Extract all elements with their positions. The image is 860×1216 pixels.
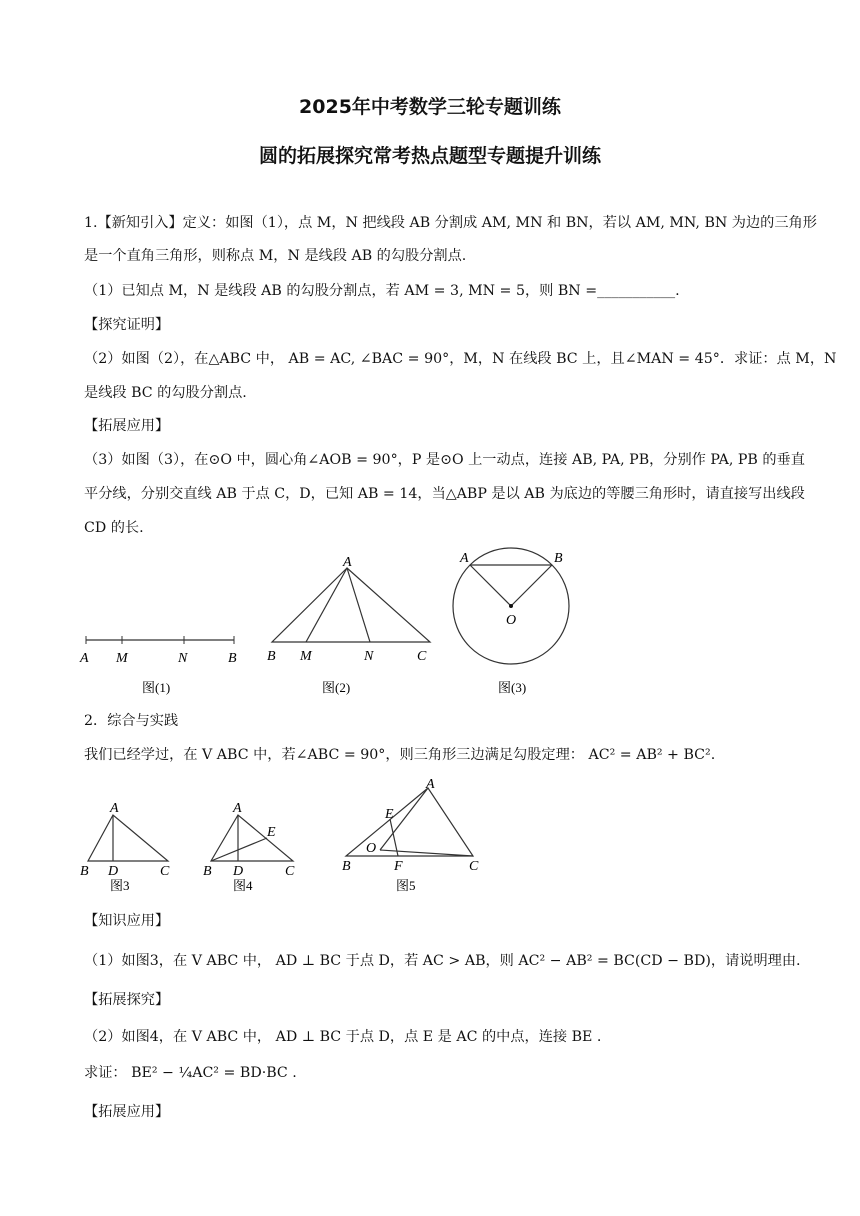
fig2-caption: 图(2) bbox=[322, 680, 351, 695]
p1-line-2: 是一个直角三角形，则称点 M，N 是线段 AB 的勾股分割点. bbox=[84, 248, 467, 264]
p1-line-8: （3）如图（3），在⊙O 中，圆心角∠AOB = 90°，P 是⊙O 上一动点，连接 AB, PA, PB，分别作 PA, PB 的垂直 bbox=[84, 452, 805, 468]
fig2-label-m: M bbox=[300, 649, 312, 664]
fig1-caption: 图(1) bbox=[142, 680, 171, 695]
fig3-label-a: A bbox=[460, 551, 469, 566]
fig2-label-n: N bbox=[364, 649, 374, 664]
p2-figure-4 bbox=[203, 800, 303, 895]
p2fig3-label-b: B bbox=[80, 864, 89, 879]
p2-figure-5 bbox=[338, 776, 488, 896]
p2fig5-label-e: E bbox=[385, 807, 394, 822]
p1-line-1: 1.【新知引入】定义：如图（1），点 M，N 把线段 AB 分割成 AM, MN 和 BN，若以 AM, MN, BN 为边的三角形 bbox=[84, 215, 817, 231]
p2fig3-label-c: C bbox=[160, 864, 170, 879]
p2-line-2: 我们已经学过，在 V ABC 中，若∠ABC = 90°，则三角形三边满足勾股定理： AC² = AB² + BC². bbox=[84, 747, 716, 763]
p2fig5-label-f: F bbox=[394, 859, 403, 874]
p1-heading-explore: 【探究证明】 bbox=[84, 317, 170, 333]
p1-line-9: 平分线，分别交直线 AB 于点 C，D，已知 AB = 14，当△ABP 是以 AB 为底边的等腰三角形时，请直接写出线段 bbox=[84, 486, 805, 502]
p2fig5-caption: 图5 bbox=[396, 878, 416, 893]
p1-heading-apply: 【拓展应用】 bbox=[84, 418, 170, 434]
p2-heading: 2．综合与实践 bbox=[84, 713, 179, 729]
p1-line-6: 是线段 BC 的勾股分割点. bbox=[84, 385, 247, 401]
fig1-label-n: N bbox=[178, 651, 188, 666]
p2fig3-label-a: A bbox=[110, 801, 119, 816]
p2fig5-label-c: C bbox=[469, 859, 479, 874]
fig3-label-o: O bbox=[506, 613, 517, 628]
p2fig4-label-c: C bbox=[285, 864, 295, 879]
fig1-label-m: M bbox=[116, 651, 128, 666]
page-subtitle: 圆的拓展探究常考热点题型专题提升训练 bbox=[258, 145, 601, 167]
p2fig4-caption: 图4 bbox=[233, 878, 253, 893]
figure-1-segment bbox=[80, 620, 250, 700]
p2-heading-apply: 【拓展应用】 bbox=[84, 1104, 170, 1120]
p2fig5-label-b: B bbox=[342, 859, 351, 874]
page-title: 2025年中考数学三轮专题训练 bbox=[299, 96, 561, 118]
fig3-label-b: B bbox=[554, 551, 563, 566]
fig3-caption: 图(3) bbox=[498, 680, 527, 695]
p2fig5-label-o: O bbox=[366, 841, 377, 856]
fig2-label-c: C bbox=[417, 649, 427, 664]
p2fig4-label-e: E bbox=[267, 825, 276, 840]
fig1-label-b: B bbox=[228, 651, 237, 666]
fig2-label-b: B bbox=[267, 649, 276, 664]
p1-line-3: （1）已知点 M，N 是线段 AB 的勾股分割点，若 AM = 3, MN = 5，则 BN =___________. bbox=[84, 283, 680, 299]
p2fig4-label-b: B bbox=[203, 864, 212, 879]
p1-line-10: CD 的长. bbox=[84, 520, 144, 536]
p2fig3-label-d: D bbox=[108, 864, 119, 879]
p2-heading-explore: 【拓展探究】 bbox=[84, 992, 170, 1008]
fig2-label-a: A bbox=[343, 555, 352, 570]
fig1-label-a: A bbox=[80, 651, 89, 666]
p2fig4-label-a: A bbox=[233, 801, 242, 816]
p2fig3-caption: 图3 bbox=[110, 878, 130, 893]
p2-heading-knowledge: 【知识应用】 bbox=[84, 913, 170, 929]
p2-line-q1: （1）如图3，在 V ABC 中， AD ⊥ BC 于点 D，若 AC > AB，则 AC² − AB² = BC(CD − BD)，请说明理由. bbox=[84, 953, 801, 969]
p2fig5-label-a: A bbox=[426, 777, 435, 792]
p2-line-proof: 求证： BE² − ¼AC² = BD·BC . bbox=[84, 1065, 297, 1081]
p2fig4-label-d: D bbox=[233, 864, 244, 879]
figure-3-circle bbox=[448, 546, 578, 702]
p2-figure-3 bbox=[80, 800, 180, 895]
p2-line-q2: （2）如图4，在 V ABC 中， AD ⊥ BC 于点 D，点 E 是 AC 的中点，连接 BE . bbox=[84, 1029, 602, 1045]
figure-2-triangle bbox=[262, 552, 442, 702]
p1-line-5: （2）如图（2），在△ABC 中， AB = AC, ∠BAC = 90°，M，N 在线段 BC 上，且∠MAN = 45°．求证：点 M，N bbox=[84, 351, 837, 367]
